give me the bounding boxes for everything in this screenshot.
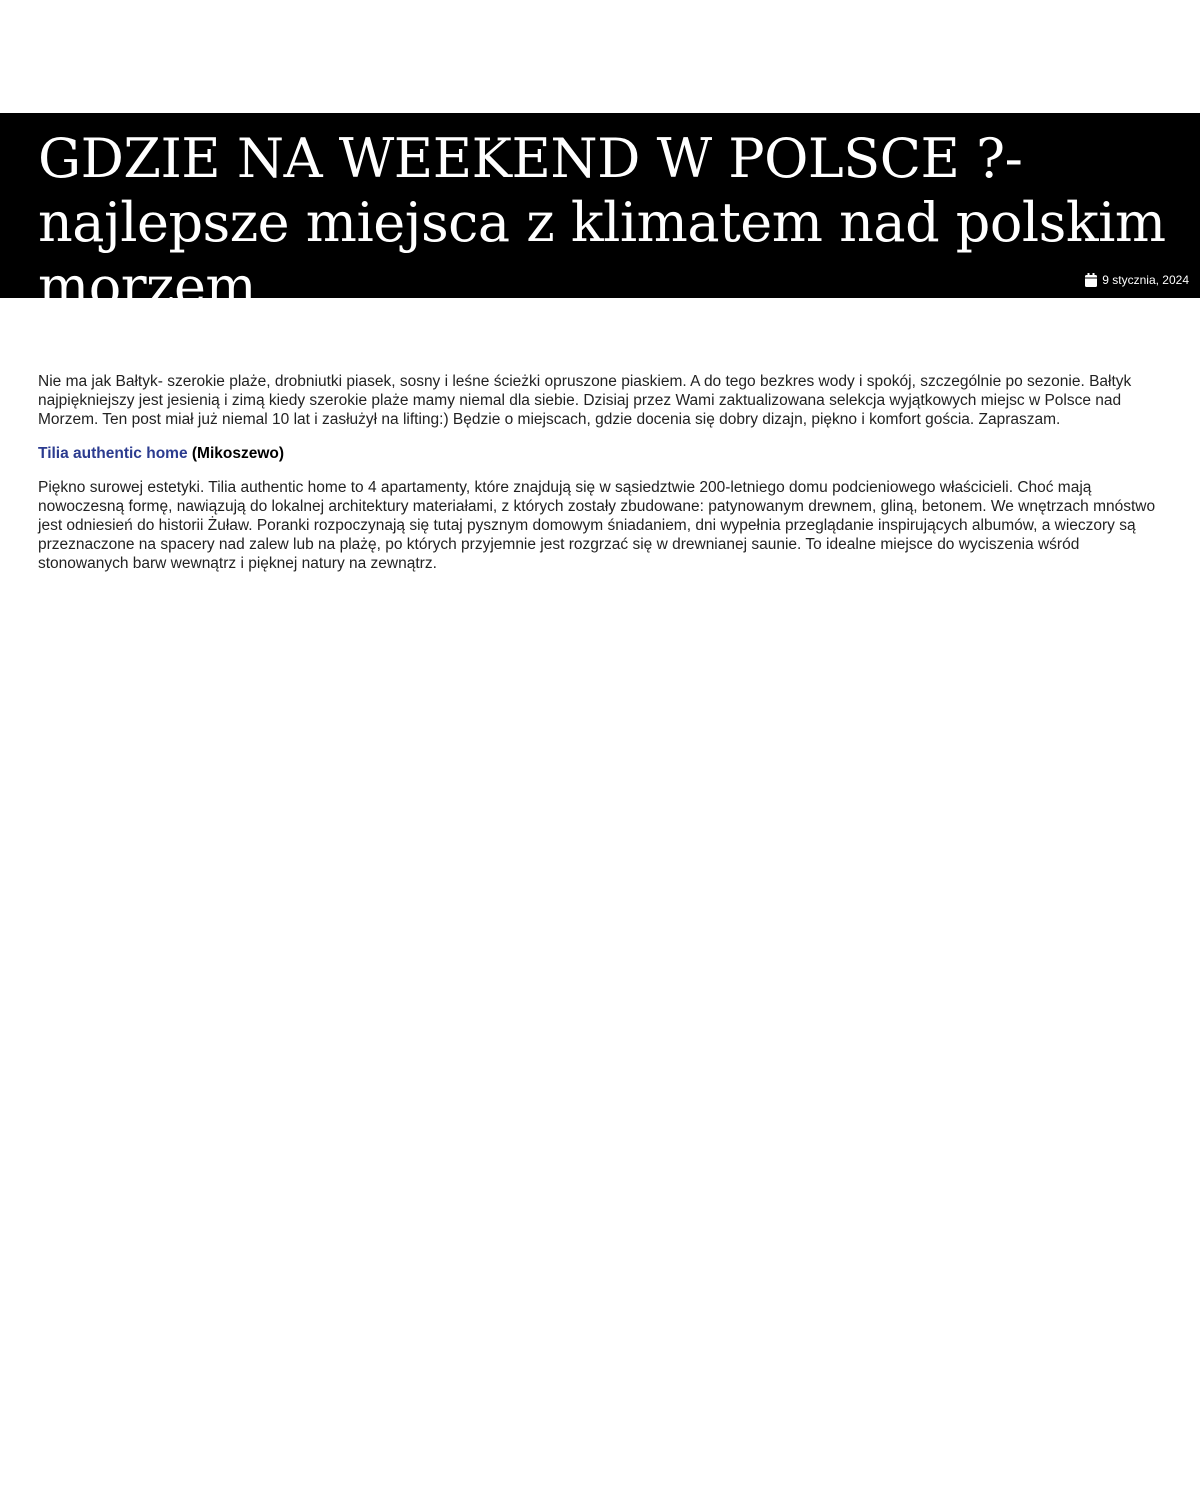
article-header bbox=[0, 113, 1200, 318]
article-date bbox=[1085, 272, 1189, 288]
section-link-tilia[interactable]: Tilia authentic home bbox=[38, 445, 188, 462]
section-body: Piękno surowej estetyki. Tilia authentic home to 4 apartamenty, które znajdują się w sąsiedztwie 200-letniego domu podcieniowego właścicieli. Choć mają nowoczesną formę, nawiązują do lokalnej architektury materiałami, z których zostały zbudowane: patynowanym drewnem, gliną, betonem. We wnętrzach mnóstwo jest odniesień do historii Żuław. Poranki rozpoczynają się tutaj pysznym domowym śniadaniem, dni wypełnia przeglądanie inspirujących albumów, a wieczory są przeznaczone na spacery nad zalew lub na plażę, po których przyjemnie jest rozgrzać się w drewnianej saunie. To idealne miejsce do wyciszenia wśród stonowanych barw wewnątrz i pięknej natury na zewnątrz. bbox=[38, 479, 1156, 572]
section-heading bbox=[38, 444, 1162, 463]
article-date-text: 9 stycznia, 2024 bbox=[1102, 273, 1189, 287]
section-location: (Mikoszewo) bbox=[187, 445, 285, 462]
section-tilia bbox=[38, 444, 1162, 573]
calendar-icon bbox=[1085, 273, 1097, 287]
article-title: GDZIE NA WEEKEND W POLSCE ?- najlepsze miejsca z klimatem nad polskim morzem bbox=[38, 127, 1166, 318]
article-intro: Nie ma jak Bałtyk- szerokie plaże, drobniutki piasek, sosny i leśne ścieżki opruszone piaskiem. A do tego bezkres wody i spokój, szczególnie po sezonie. Bałtyk najpiękniejszy jest jesienią i zimą kiedy szerokie plaże mamy niemal dla siebie. Dzisiaj przez Wami zaktualizowana selekcja wyjątkowych miejsc w Polsce nad Morzem. Ten post miał już niemal 10 lat i zasłużył na lifting:) Będzie o miejscach, gdzie docenia się dobry dizajn, piękno i komfort gościa. Zapraszam. bbox=[38, 373, 1132, 428]
article-content bbox=[38, 372, 1162, 588]
